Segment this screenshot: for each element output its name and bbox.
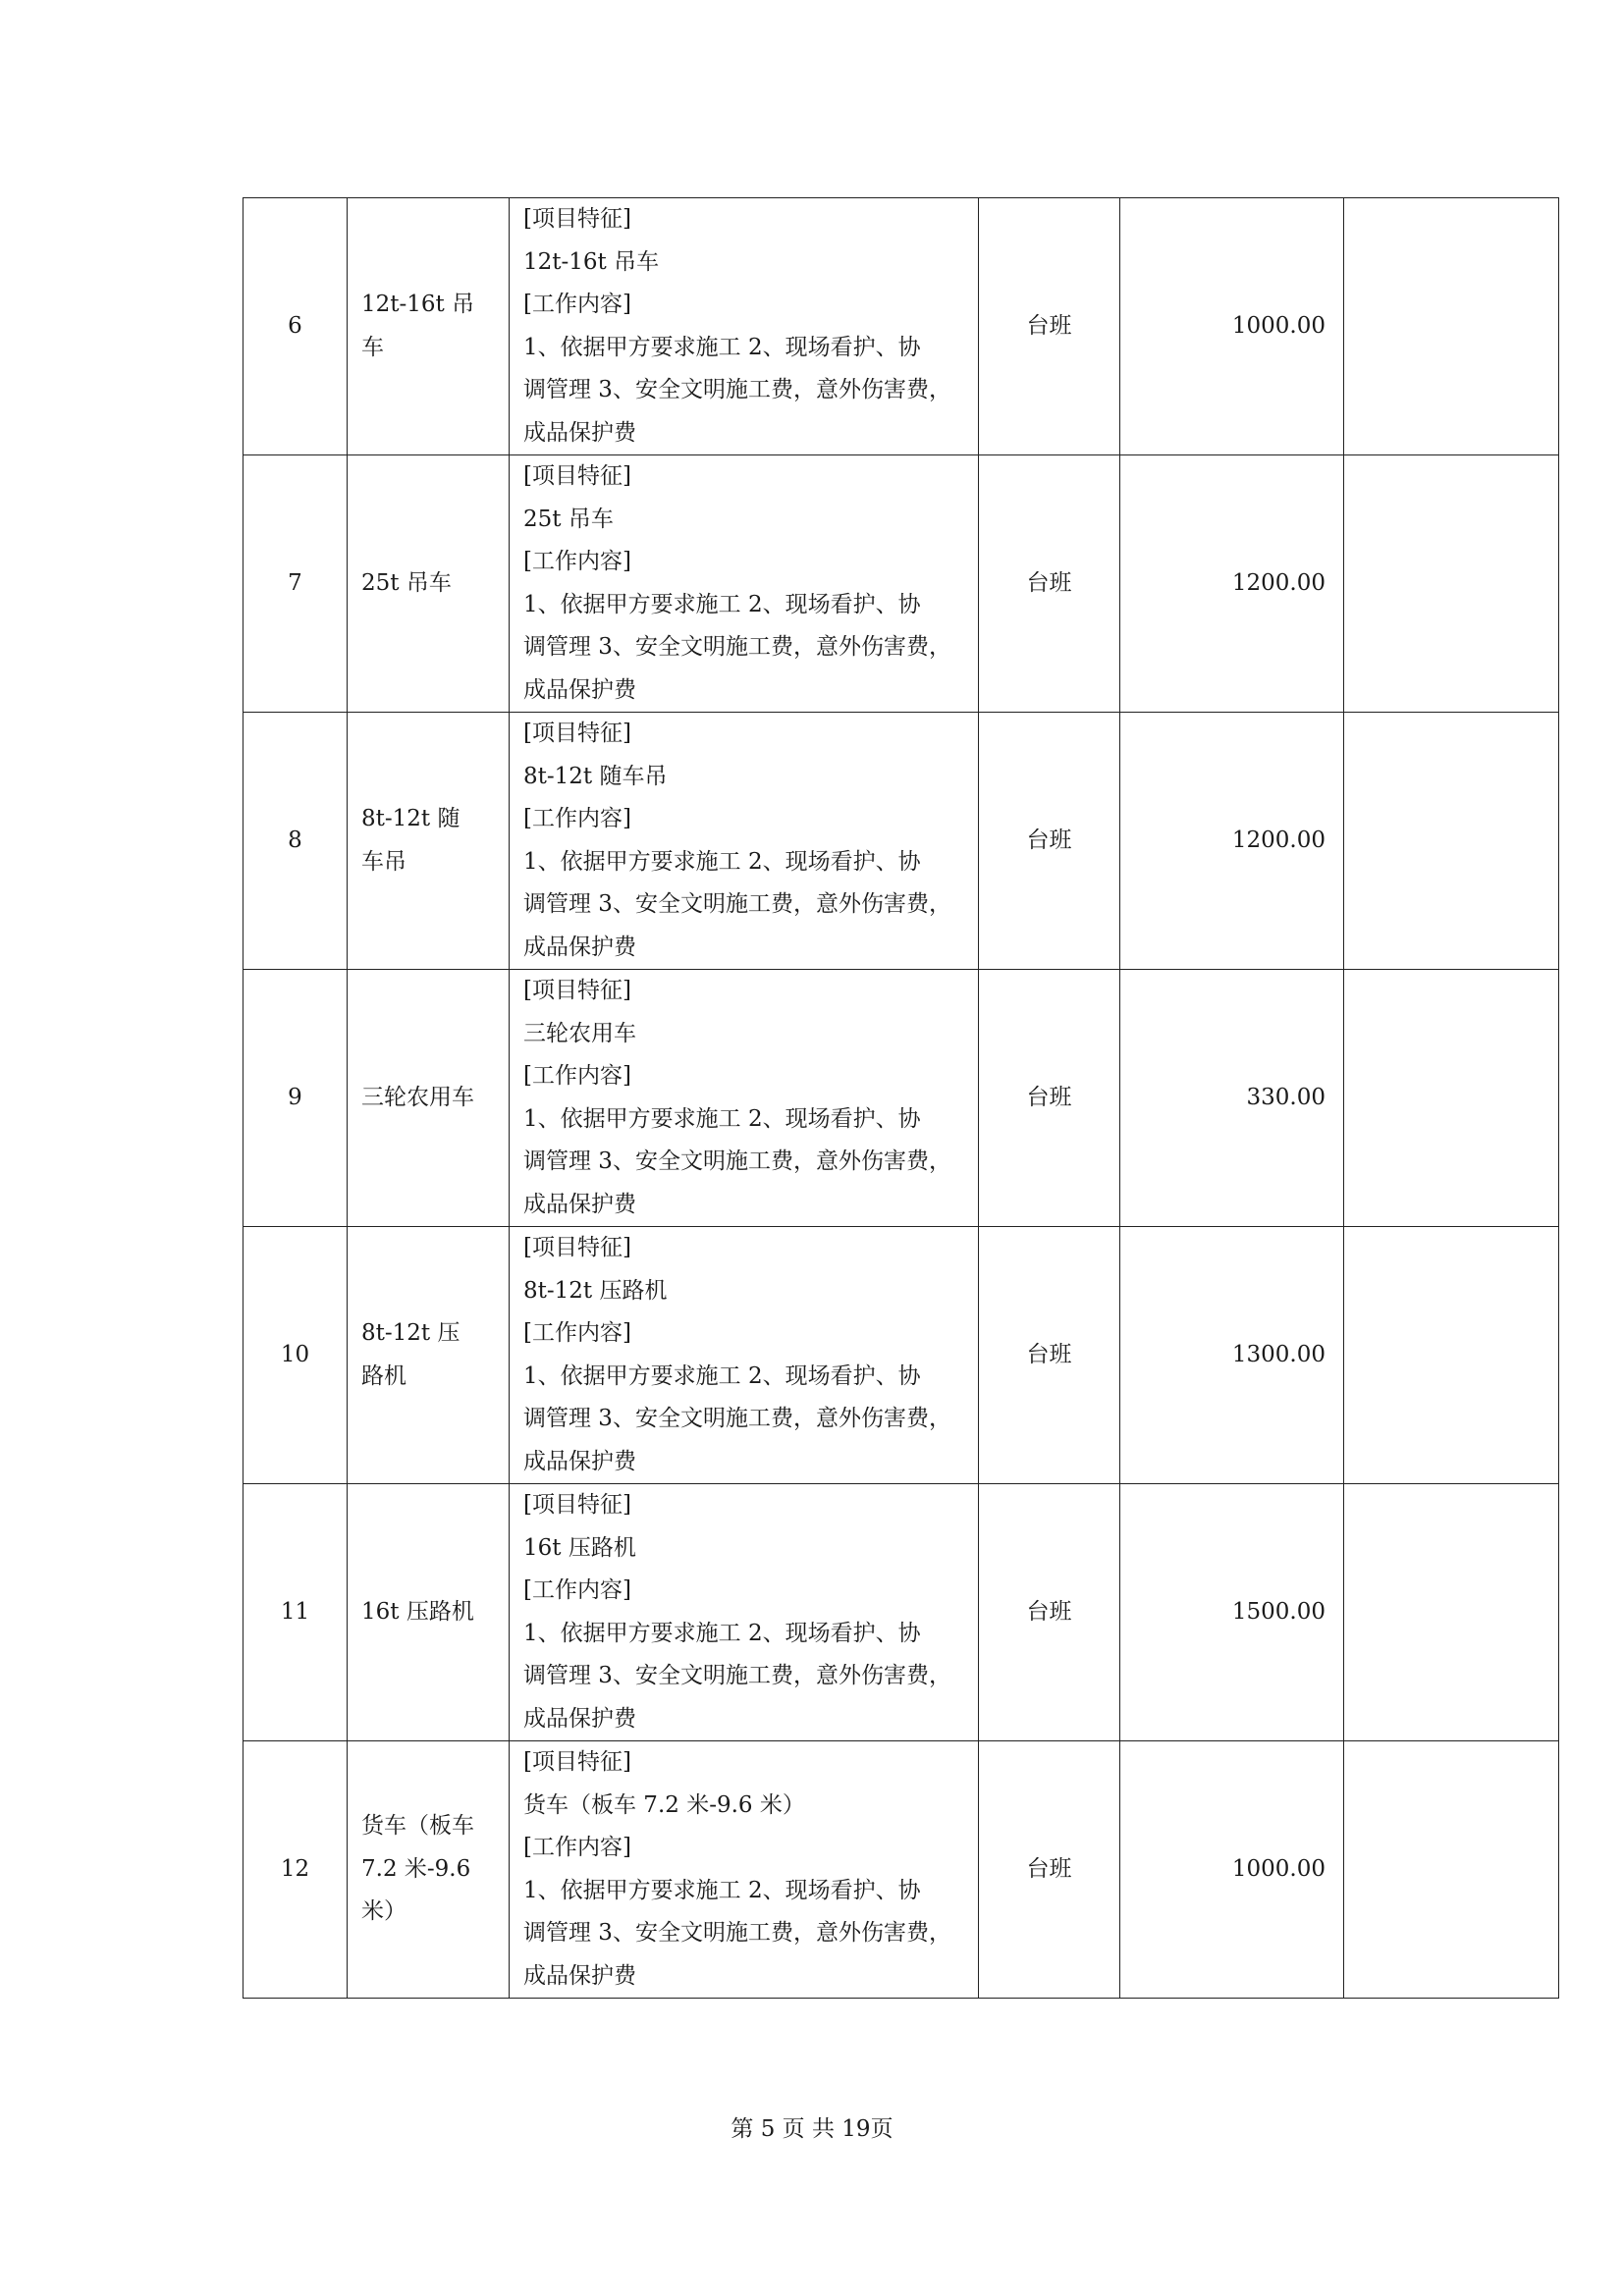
table-row <box>244 1741 1559 1999</box>
item-description-line: 调管理 3、安全文明施工费，意外伤害费， <box>523 1406 951 1431</box>
item-empty-cell <box>1344 1484 1559 1741</box>
item-unit: 台班 <box>979 1227 1120 1484</box>
item-description-line: 1、依据甲方要求施工 2、现场看护、协 <box>523 1105 921 1132</box>
item-empty-cell <box>1344 1741 1559 1999</box>
item-name <box>348 1227 510 1484</box>
item-description-line: 1、依据甲方要求施工 2、现场看护、协 <box>523 1877 921 1903</box>
item-name <box>348 455 510 713</box>
item-price: 330.00 <box>1120 970 1344 1227</box>
item-description-line: 1、依据甲方要求施工 2、现场看护、协 <box>523 1620 921 1646</box>
item-description-line: 成品保护费 <box>523 934 636 960</box>
item-name-line: 车 <box>361 334 384 360</box>
item-empty-cell <box>1344 1227 1559 1484</box>
item-name-line: 25t 吊车 <box>361 569 452 596</box>
item-description-line: 1、依据甲方要求施工 2、现场看护、协 <box>523 591 921 617</box>
item-name-line: 米） <box>361 1898 406 1925</box>
item-number: 9 <box>244 970 348 1227</box>
item-description-line: 成品保护费 <box>523 419 636 446</box>
item-description-line: 1、依据甲方要求施工 2、现场看护、协 <box>523 1362 921 1389</box>
table-row <box>244 713 1559 970</box>
item-description-line: [工作内容] <box>523 806 631 831</box>
item-name-line: 路机 <box>361 1362 406 1389</box>
item-number: 11 <box>244 1484 348 1741</box>
item-price: 1500.00 <box>1120 1484 1344 1741</box>
item-description-line: 调管理 3、安全文明施工费，意外伤害费， <box>523 891 951 917</box>
item-number: 6 <box>244 198 348 455</box>
item-description-line: 调管理 3、安全文明施工费，意外伤害费， <box>523 1663 951 1688</box>
item-unit: 台班 <box>979 970 1120 1227</box>
item-empty-cell <box>1344 455 1559 713</box>
item-name-line: 8t-12t 随 <box>361 806 460 831</box>
table-row <box>244 1227 1559 1484</box>
item-description-line: 1、依据甲方要求施工 2、现场看护、协 <box>523 334 921 360</box>
item-name-line: 12t-16t 吊 <box>361 292 475 317</box>
item-name-line: 8t-12t 压 <box>361 1320 460 1346</box>
item-description-line: 成品保护费 <box>523 1191 636 1217</box>
item-description-line: [工作内容] <box>523 1063 631 1089</box>
item-description-line: 成品保护费 <box>523 1448 636 1474</box>
item-description-line: [工作内容] <box>523 1835 631 1860</box>
item-name <box>348 970 510 1227</box>
item-description-line: [项目特征] <box>523 721 631 746</box>
item-description-line: [项目特征] <box>523 1749 631 1775</box>
item-description-line: [工作内容] <box>523 292 631 317</box>
item-name-line: 7.2 米-9.6 <box>361 1855 471 1882</box>
item-description-line: [项目特征] <box>523 978 631 1003</box>
item-description-line: 调管理 3、安全文明施工费，意外伤害费， <box>523 377 951 402</box>
item-name <box>348 198 510 455</box>
item-unit: 台班 <box>979 1484 1120 1741</box>
item-description-line: 货车（板车 7.2 米-9.6 米） <box>523 1791 805 1818</box>
item-description <box>510 455 979 713</box>
item-description <box>510 1741 979 1999</box>
item-description-line: [工作内容] <box>523 549 631 574</box>
item-description-line: 调管理 3、安全文明施工费，意外伤害费， <box>523 1148 951 1174</box>
item-name-line: 车吊 <box>361 848 406 875</box>
item-description-line: 调管理 3、安全文明施工费，意外伤害费， <box>523 1920 951 1946</box>
item-description <box>510 713 979 970</box>
item-description-line: 8t-12t 压路机 <box>523 1277 668 1304</box>
item-description-line: [工作内容] <box>523 1320 631 1346</box>
item-price: 1000.00 <box>1120 198 1344 455</box>
table-row <box>244 1484 1559 1741</box>
price-table <box>243 197 1559 1999</box>
item-description-line: 调管理 3、安全文明施工费，意外伤害费， <box>523 634 951 660</box>
item-unit: 台班 <box>979 713 1120 970</box>
item-unit: 台班 <box>979 1741 1120 1999</box>
item-number: 8 <box>244 713 348 970</box>
item-number: 7 <box>244 455 348 713</box>
item-number: 12 <box>244 1741 348 1999</box>
item-description-line: [项目特征] <box>523 1235 631 1260</box>
item-unit: 台班 <box>979 455 1120 713</box>
item-name-line: 货车（板车 <box>361 1813 474 1840</box>
item-description <box>510 1227 979 1484</box>
item-empty-cell <box>1344 970 1559 1227</box>
table-row <box>244 198 1559 455</box>
item-empty-cell <box>1344 198 1559 455</box>
item-description-line: 8t-12t 随车吊 <box>523 763 668 789</box>
item-name-line: 三轮农用车 <box>361 1084 474 1110</box>
item-description-line: 16t 压路机 <box>523 1534 636 1561</box>
item-price: 1200.00 <box>1120 713 1344 970</box>
table-row <box>244 455 1559 713</box>
item-description-line: 12t-16t 吊车 <box>523 248 660 275</box>
item-name <box>348 713 510 970</box>
item-empty-cell <box>1344 713 1559 970</box>
item-name <box>348 1484 510 1741</box>
table-body <box>244 198 1559 1999</box>
item-description <box>510 970 979 1227</box>
item-number: 10 <box>244 1227 348 1484</box>
item-description-line: [项目特征] <box>523 463 631 489</box>
item-unit: 台班 <box>979 198 1120 455</box>
item-name-line: 16t 压路机 <box>361 1598 474 1625</box>
item-description-line: 成品保护费 <box>523 1705 636 1732</box>
item-description <box>510 1484 979 1741</box>
item-description-line: 三轮农用车 <box>523 1020 636 1046</box>
item-name <box>348 1741 510 1999</box>
item-description-line: [项目特征] <box>523 206 631 232</box>
item-description-line: 1、依据甲方要求施工 2、现场看护、协 <box>523 848 921 875</box>
page-number: 第 5 页 共 19页 <box>731 2116 893 2142</box>
item-price: 1300.00 <box>1120 1227 1344 1484</box>
item-price: 1200.00 <box>1120 455 1344 713</box>
item-description-line: 成品保护费 <box>523 676 636 703</box>
item-description <box>510 198 979 455</box>
item-price: 1000.00 <box>1120 1741 1344 1999</box>
item-description-line: 成品保护费 <box>523 1962 636 1989</box>
item-description-line: 25t 吊车 <box>523 506 614 532</box>
item-description-line: [项目特征] <box>523 1492 631 1518</box>
table-row <box>244 970 1559 1227</box>
item-description-line: [工作内容] <box>523 1577 631 1603</box>
